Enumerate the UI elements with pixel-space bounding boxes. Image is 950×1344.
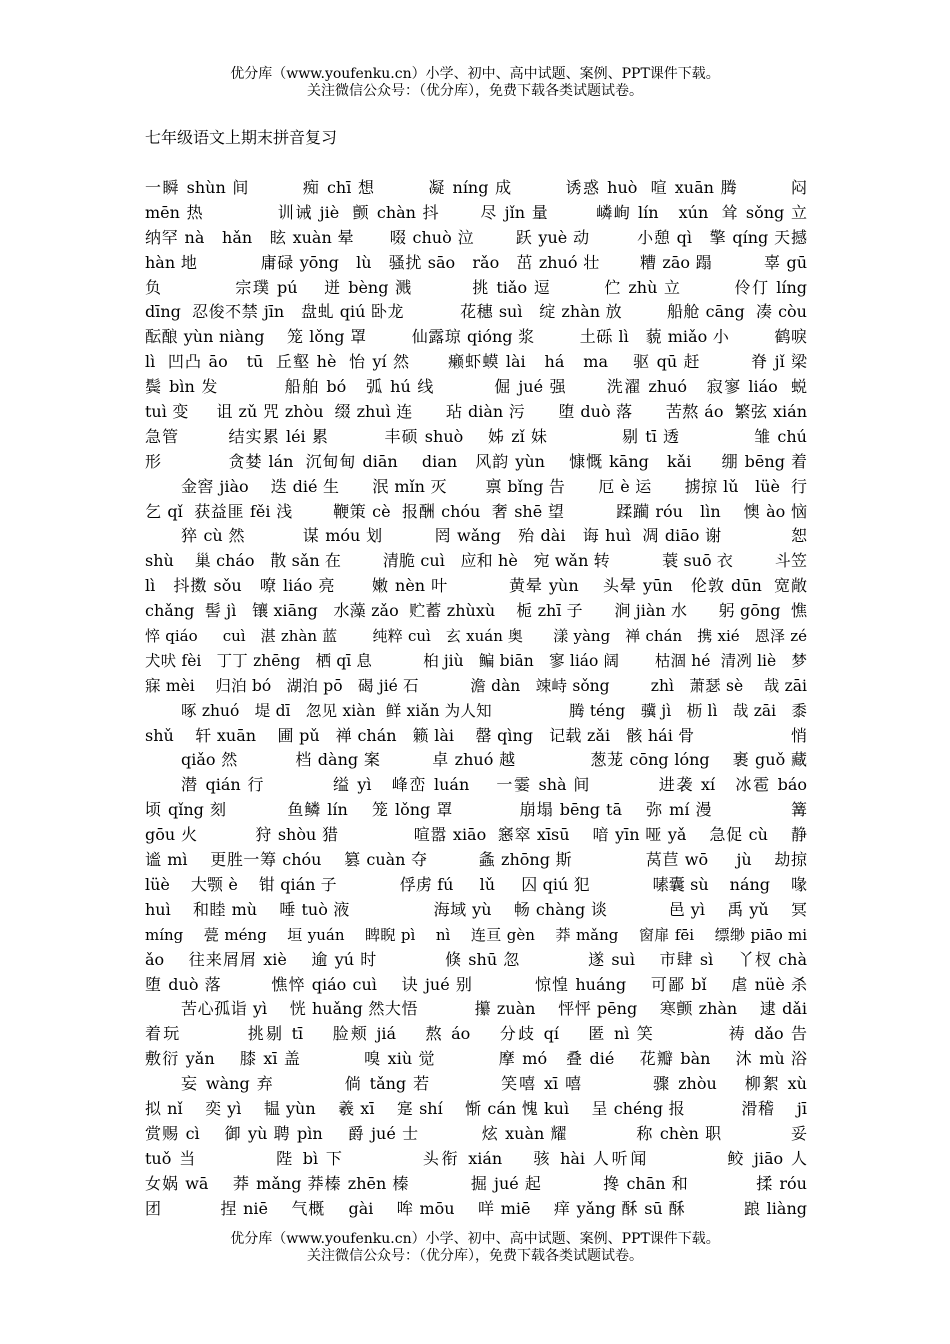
text-line: hàn 地 庸碌 yōng lù 骚扰 sāo rǎo 茁 zhuó 壮 糟 zāo 蹋 辜 gū [145,252,807,272]
text-line: qiǎo 然 档 dàng 案 卓 zhuó 越 葱茏 cōng lóng 裹 guǒ 藏 [181,750,807,770]
text-line: 赏赐 cì 御 yù 聘 pìn 爵 jué 士 炫 xuàn 耀 称 chèn 职 妥 [145,1123,807,1143]
text-line: huì 和睦 mù 唾 tuò 液 海域 yù 畅 chàng 谈 邑 yì 禹 yǔ 冥 [145,899,807,919]
text-line: 酝酿 yùn niàng 笼 lǒng 罩 仙露琼 qióng 浆 土砾 lì 藐 miǎo 小 鹤唳 [145,327,807,347]
text-line: 苦心孤诣 yì 恍 huǎng 然大悟 攥 zuàn 怦怦 pēng 寒颤 zhàn 逮 dǎi [181,999,807,1019]
page-footer [0,1231,950,1265]
text-line: tuǒ 当 陛 bì 下 头衔 xián 骇 hài 人听闻 鲛 jiāo 人 [145,1148,807,1168]
text-line: chǎng 髻 jì 镶 xiāng 水藻 zǎo 贮蓄 zhùxù 栀 zhī 子 涧 jiàn 水 躬 gōng 憔 [145,601,807,621]
text-line: 着玩 挑剔 tī 脸颊 jiá 熬 áo 分歧 qí 匿 nì 笑 祷 dǎo 告 [145,1024,807,1044]
text-line: lì 抖擞 sǒu 嘹 liáo 亮 嫩 nèn 叶 黄晕 yùn 头晕 yūn 伦敦 dūn 宽敞 [145,576,807,596]
text-line: mēn 热 训诫 jiè 颤 chàn 抖 尽 jǐn 量 嶙峋 lín xún 耸 sǒng 立 [145,202,807,222]
text-line: tuì 变 诅 zǔ 咒 zhòu 缀 zhuì 连 玷 diàn 污 堕 duò 落 苦熬 áo 繁弦 xián [145,402,807,422]
header-line-1: 优分库（www.youfenku.cn）小学、初中、高中试题、案例、PPT课件下载。 [230,66,720,82]
text-line: 堕 duò 落 憔悴 qiáo cuì 诀 jué 别 惊惶 huáng 可鄙 bǐ 虐 nüè 杀 [145,974,807,994]
text-line: 谧 mì 更胜一筹 chóu 篡 cuàn 夺 螽 zhōng 斯 莴苣 wō jù 劫掠 [145,850,807,870]
text-line: gōu 火 狩 shòu 猎 喧嚣 xiāo 窸窣 xīsū 喑 yīn 哑 yǎ 急促 cù 静 [145,825,807,845]
text-line: 妄 wàng 弃 倘 tǎng 若 笑嘻 xī 嘻 骤 zhòu 柳絮 xù [181,1074,807,1094]
footer-line-1: 优分库（www.youfenku.cn）小学、初中、高中试题、案例、PPT课件下载。 [230,1231,720,1247]
text-line: 顷 qǐng 刻 鱼鳞 lín 笼 lǒng 罩 崩塌 bēng tā 弥 mí 漫 篝 [145,800,807,820]
text-line: 纳罕 nà hǎn 眩 xuàn 晕 啜 chuò 泣 跃 yuè 动 小憩 qì 擎 qíng 天撼 [145,227,807,247]
header-line-2: 关注微信公众号：（优分库），免费下载各类试题试卷。 [307,83,643,99]
text-line: 负 宗璞 pú 迸 bèng 溅 挑 tiǎo 逗 伫 zhù 立 伶仃 líng [145,277,807,297]
text-line: 女娲 wā 莽 mǎng 莽榛 zhēn 榛 掘 jué 起 搀 chān 和 揉 róu [145,1173,807,1193]
footer-line-2: 关注微信公众号：（优分库），免费下载各类试题试卷。 [307,1248,643,1264]
text-line: 团 捏 niē 气概 gài 哞 mōu 咩 miē 痒 yǎng 酥 sū 酥 踉 liàng [145,1198,807,1218]
document-title: 七年级语文上期末拼音复习 [145,128,338,147]
text-line: 啄 zhuó 堤 dī 忽见 xiàn 鲜 xiǎn 为人知 腾 téng 骥 jì 枥 lì 哉 zāi 黍 [181,701,807,720]
pinyin-review-body [145,176,807,1221]
text-line: 猝 cù 然 谋 móu 划 罔 wǎng 殆 dài 诲 huì 凋 diāo 谢 恕 [181,526,807,546]
text-line: 敷衍 yǎn 膝 xī 盖 嗅 xiù 觉 摩 mó 叠 dié 花瓣 bàn 沐 mù 浴 [145,1049,807,1069]
text-line: ǎo 往来屑屑 xiè 逾 yú 时 倏 shū 忽 遂 suì 市肆 sì 丫杈 chà [145,949,807,969]
text-line: míng 甍 méng 垣 yuán 睥睨 pì nì 连亘 gèn 莽 mǎng 窗扉 fēi 缥缈 piāo mi [145,925,807,944]
page-header [0,66,950,100]
text-line: 犬吠 fèi 丁丁 zhēng 栖 qī 息 桕 jiù 鳊 biān 寥 liáo 阔 枯涸 hé 清冽 liè 梦 [145,651,807,670]
text-line: 一瞬 shùn 间 痴 chī 想 凝 níng 成 诱惑 huò 喧 xuān 腾 闷 [145,178,807,197]
text-line: 悴 qiáo cuì 湛 zhàn 蓝 纯粹 cuì 玄 xuán 奥 漾 yàng 禅 chán 携 xié 恩泽 zé [145,627,807,646]
text-line: lüè 大颚 è 钳 qián 子 俘虏 fú lǔ 囚 qiú 犯 嗉囊 sù náng 喙 [145,874,807,894]
text-line: 急管 结实累 léi 累 丰硕 shuò 姊 zǐ 妹 剔 tī 透 雏 chú [145,426,807,446]
text-line: lì 凹凸 āo tū 丘壑 hè 怡 yí 然 癞虾蟆 lài há ma 驱 qū 赶 脊 jǐ 梁 [145,352,807,372]
text-line: shǔ 轩 xuān 圃 pǔ 禅 chán 籁 lài 罄 qìng 记载 zǎi 骸 hái 骨 悄 [145,725,807,745]
text-line: shù 巢 cháo 散 sǎn 在 清脆 cuì 应和 hè 宛 wǎn 转 蓑 suō 衣 斗笠 [145,551,807,571]
text-line: 乞 qǐ 获益匪 fěi 浅 鞭策 cè 报酬 chóu 奢 shē 望 蹂躏 róu lìn 懊 ào 恼 [145,501,807,521]
text-line: 鬓 bìn 发 船舶 bó 弧 hú 线 倔 jué 强 洗濯 zhuó 寂寥 liáo 蜕 [145,377,807,397]
text-line: 金窖 jiào 迭 dié 生 泯 mǐn 灭 禀 bǐng 告 厄 è 运 掳掠 lǔ lüè 行 [181,476,807,496]
text-line: dīng 忍俊不禁 jīn 盘虬 qiú 卧龙 花穗 suì 绽 zhàn 放 船舱 cāng 凑 còu [145,302,807,322]
text-line: 潜 qián 行 缢 yì 峰峦 luán 一霎 shà 间 进袭 xí 冰雹 báo [181,775,807,795]
text-line: 寐 mèi 归泊 bó 湖泊 pō 碣 jié 石 澹 dàn 竦峙 sǒng zhì 萧瑟 sè 哉 zāi [145,676,807,695]
text-line: 拟 nǐ 奕 yì 韫 yùn 羲 xī 寔 shí 惭 cán 愧 kuì 呈 chéng 报 滑稽 jī [145,1098,807,1118]
text-line: 形 贪婪 lán 沉甸甸 diān dian 风韵 yùn 慷慨 kāng kǎi 绷 bēng 着 [145,451,807,471]
